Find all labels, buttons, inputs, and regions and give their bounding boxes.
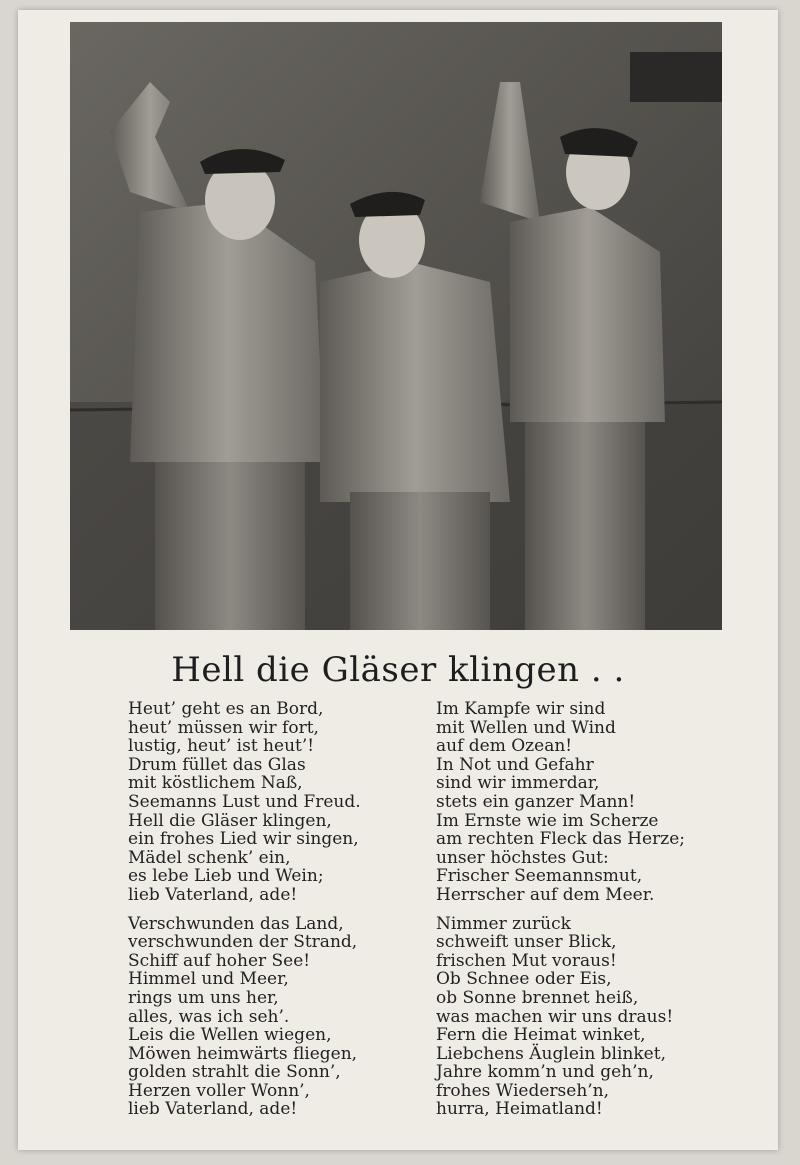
lyric-line: ob Sonne brennet heiß, (436, 987, 639, 1008)
lyric-line: Herrscher auf dem Meer. (436, 884, 655, 905)
stanza (436, 915, 756, 1120)
lyric-line: Im Kampfe wir sind (436, 699, 606, 719)
lyric-line: mit Wellen und Wind (436, 717, 616, 738)
lyric-line: Schiff auf hoher See! (128, 950, 311, 971)
lyric-line: Drum füllet das Glas (128, 754, 306, 775)
lyric-line: golden strahlt die Sonn’, (128, 1062, 341, 1083)
lyric-line: verschwunden der Strand, (128, 932, 358, 953)
lyric-line: Herzen voller Wonn’, (128, 1080, 310, 1101)
lyric-line: rings um uns her, (128, 987, 279, 1008)
lyric-line: Nimmer zurück (436, 913, 571, 934)
lyric-line: Leis die Wellen wiegen, (128, 1025, 332, 1046)
lyric-line: Ob Schnee oder Eis, (436, 969, 612, 990)
lyric-line: In Not und Gefahr (436, 754, 594, 775)
sailors-photo (70, 22, 722, 630)
lyric-line: auf dem Ozean! (436, 736, 573, 757)
lyric-line: Mädel schenk’ ein, (128, 847, 291, 868)
lyric-line: heut’ müssen wir fort, (128, 717, 319, 738)
lyric-line: Möwen heimwärts fliegen, (128, 1043, 358, 1064)
lyric-line: ein frohes Lied wir singen, (128, 829, 359, 850)
lyric-line: Heut’ geht es an Bord, (128, 699, 324, 719)
lyric-line: frischen Mut voraus! (436, 950, 617, 971)
lyric-line: hurra, Heimatland! (436, 1099, 603, 1120)
lyric-line: Im Ernste wie im Scherze (436, 810, 659, 831)
photo-illustration (70, 22, 722, 630)
lyric-line: Jahre komm’n und geh’n, (436, 1062, 654, 1083)
postcard (18, 10, 778, 1150)
lyric-line: stets ein ganzer Mann! (436, 791, 636, 812)
lyric-line: Hell die Gläser klingen, (128, 810, 332, 831)
lyric-line: sind wir immerdar, (436, 773, 600, 794)
lyric-line: Verschwunden das Land, (128, 913, 344, 934)
lyric-line: alles, was ich seh’. (128, 1006, 290, 1027)
stanza (128, 915, 448, 1120)
lyric-line: Liebchens Äuglein blinket, (436, 1043, 666, 1064)
song-title: Hell die Gläser klingen . . (171, 650, 625, 690)
lyric-line: am rechten Fleck das Herze; (436, 829, 685, 850)
lyric-line: was machen wir uns draus! (436, 1006, 674, 1027)
lyric-line: unser höchstes Gut: (436, 847, 609, 868)
lyric-line: Seemanns Lust und Freud. (128, 791, 361, 812)
lyric-line: Fern die Heimat winket, (436, 1025, 646, 1046)
lyric-line: Frischer Seemannsmut, (436, 866, 643, 887)
stanza (436, 700, 756, 905)
lyrics-column-right (436, 700, 756, 1129)
lyric-line: schweift unser Blick, (436, 932, 617, 953)
lyric-line: lustig, heut’ ist heut’! (128, 736, 315, 757)
lyric-line: lieb Vaterland, ade! (128, 1099, 298, 1120)
lyric-line: es lebe Lieb und Wein; (128, 866, 324, 887)
lyrics-column-left (128, 700, 448, 1129)
stanza (128, 700, 448, 905)
lyric-line: frohes Wiederseh’n, (436, 1080, 610, 1101)
lyric-line: lieb Vaterland, ade! (128, 884, 298, 905)
lyric-line: Himmel und Meer, (128, 969, 289, 990)
lyric-line: mit köstlichem Naß, (128, 773, 303, 794)
